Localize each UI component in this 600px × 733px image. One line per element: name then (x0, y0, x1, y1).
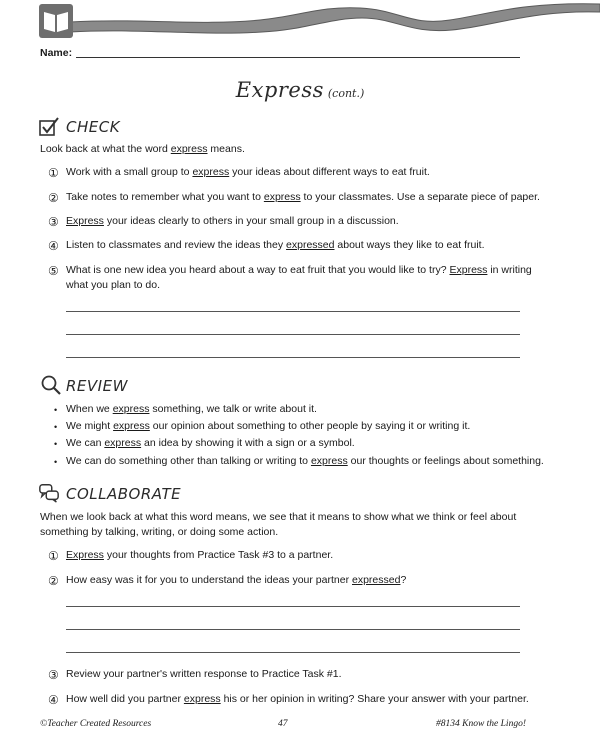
collaborate-item-3-number: ③ (48, 668, 59, 682)
check-item-5-continued: what you plan to do. (66, 279, 160, 291)
collaborate-intro-line-1: When we look back at what this word means, we see that it means to show what we think or feel about (40, 511, 517, 523)
check-item-1-number: ① (48, 166, 59, 180)
check-item-3: Express your ideas clearly to others in your small group in a discussion. (66, 215, 399, 227)
review-bullet-3: • (54, 439, 58, 449)
check-item-4-number: ④ (48, 239, 59, 253)
header-ribbon (0, 0, 600, 48)
collaborate-intro-line-2: something by talking, writing, or doing some action. (40, 526, 279, 538)
review-item-4: We can do something other than talking or writing to express our thoughts or feelings about something. (66, 455, 544, 467)
name-line[interactable] (76, 57, 520, 58)
check-item-2: Take notes to remember what you want to express to your classmates. Use a separate piece of paper. (66, 191, 540, 203)
check-answer-line-2[interactable] (66, 334, 520, 335)
footer-copyright: ©Teacher Created Resources (40, 719, 152, 729)
check-item-2-number: ② (48, 191, 59, 205)
title-main: Express (235, 78, 324, 102)
check-answer-line-3[interactable] (66, 357, 520, 358)
review-heading: REVIEW (66, 377, 128, 395)
footer-page-number: 47 (278, 719, 288, 729)
magnifier-icon (40, 374, 62, 396)
collaborate-item-4: How well did you partner express his or her opinion in writing? Share your answer with your partner. (66, 693, 529, 705)
check-intro: Look back at what the word express means. (40, 143, 245, 155)
check-item-3-number: ③ (48, 215, 59, 229)
check-item-1: Work with a small group to express your ideas about different ways to eat fruit. (66, 166, 430, 178)
collaborate-heading: COLLABORATE (66, 485, 182, 503)
collaborate-answer-line-3[interactable] (66, 652, 520, 653)
title-sub: (cont.) (327, 87, 365, 100)
footer-book-title: #8134 Know the Lingo! (436, 719, 526, 729)
collaborate-answer-line-2[interactable] (66, 629, 520, 630)
collaborate-item-2-number: ② (48, 574, 59, 588)
name-label: Name: (40, 47, 73, 59)
review-bullet-1: • (54, 405, 58, 415)
checkbox-icon (38, 116, 60, 138)
review-item-2: We might express our opinion about something to other people by saying it or writing it. (66, 420, 471, 432)
check-heading: CHECK (66, 118, 121, 136)
collaborate-item-1: Express your thoughts from Practice Task #3 to a partner. (66, 549, 334, 561)
check-item-4: Listen to classmates and review the ideas they expressed about ways they like to eat fruit. (66, 239, 485, 251)
collaborate-item-1-number: ① (48, 549, 59, 563)
collaborate-item-4-number: ④ (48, 693, 59, 707)
collaborate-item-2: How easy was it for you to understand the ideas your partner expressed? (66, 574, 407, 586)
review-bullet-2: • (54, 422, 58, 432)
book-icon (37, 2, 75, 40)
check-item-5: What is one new idea you heard about a way to eat fruit that you would like to try? Express in writing (66, 264, 532, 276)
review-item-3: We can express an idea by showing it with a sign or a symbol. (66, 437, 355, 449)
review-item-1: When we express something, we talk or write about it. (66, 403, 317, 415)
page-title (0, 78, 600, 102)
collaborate-answer-line-1[interactable] (66, 606, 520, 607)
check-item-5-number: ⑤ (48, 264, 59, 278)
collaborate-item-3: Review your partner's written response to Practice Task #1. (66, 668, 342, 680)
check-answer-line-1[interactable] (66, 311, 520, 312)
review-bullet-4: • (54, 457, 58, 467)
speech-bubbles-icon (38, 482, 60, 504)
